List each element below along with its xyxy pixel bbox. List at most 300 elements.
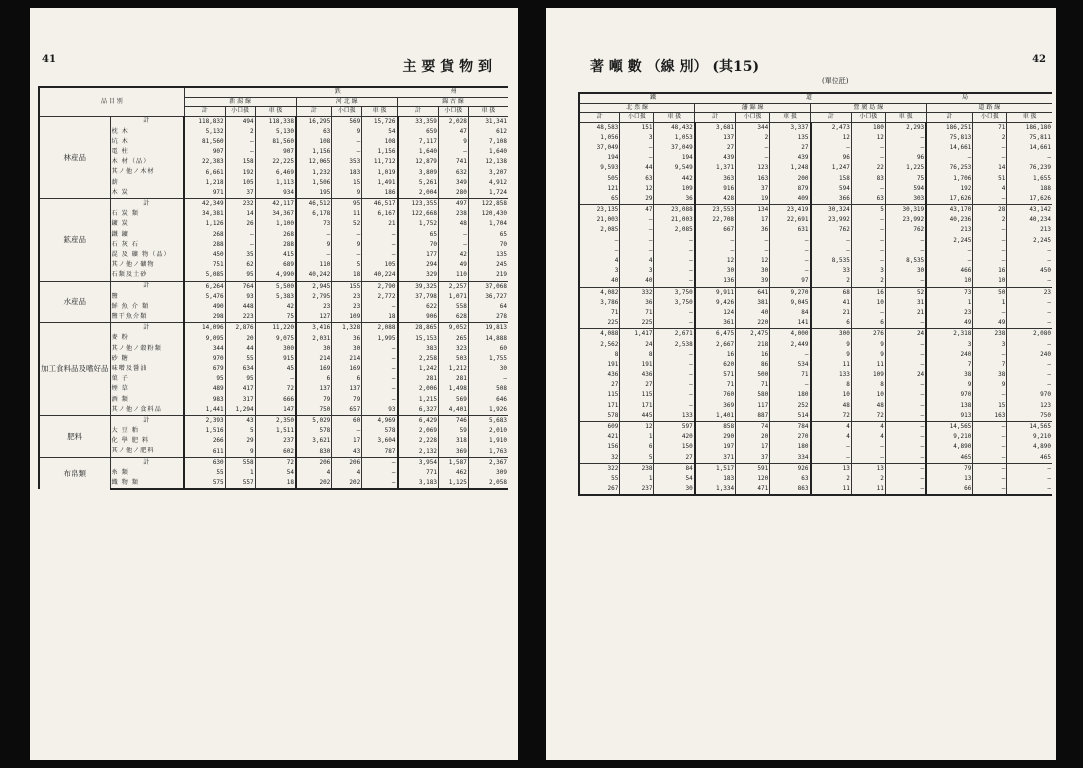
cell-value: 22,708 [695, 215, 736, 225]
cell-value: — [362, 230, 398, 240]
cell-value: 9 [926, 380, 973, 390]
cell-value: 40 [620, 276, 654, 287]
item-label: 其ノ他ノ食料品 [110, 405, 184, 416]
cell-value: 44 [620, 163, 654, 173]
cell-value: 120,430 [468, 209, 508, 219]
cell-value: 95 [225, 270, 255, 281]
cell-value: 12 [736, 256, 770, 266]
cell-value: 156 [579, 442, 620, 452]
cell-value: 37,049 [654, 143, 695, 153]
cell-value: — [654, 370, 695, 380]
cell-value: 200 [770, 173, 811, 183]
cell-value: 2 [736, 133, 770, 143]
cell-value: 9 [811, 339, 852, 349]
cell-value: 1,247 [811, 163, 852, 173]
cell-value: 1,995 [362, 333, 398, 343]
cell-value: 578 [296, 426, 332, 436]
cell-value: 22,225 [255, 157, 296, 167]
cell-value: 5 [851, 205, 885, 216]
cell-value: 14,888 [468, 333, 508, 343]
cell-value: 42,117 [255, 199, 296, 210]
table-row [579, 194, 1052, 205]
cell-value: 4,969 [362, 415, 398, 426]
table-row [39, 116, 508, 127]
cell-value: 746 [438, 415, 468, 426]
cell-value: 2 [973, 215, 1007, 225]
cell-value: 33 [811, 266, 852, 276]
cell-value: — [770, 380, 811, 390]
cell-value: 2,010 [468, 426, 508, 436]
cell-value: 180 [770, 442, 811, 452]
cell-value: 36,727 [468, 292, 508, 302]
cell-value: 1,248 [770, 163, 811, 173]
cell-value: 634 [225, 364, 255, 374]
cell-value: — [695, 236, 736, 246]
table-row [39, 384, 508, 394]
cell-value: 213 [926, 225, 973, 235]
cell-value: 237 [620, 484, 654, 495]
cell-value: 1,706 [926, 173, 973, 183]
cell-value: 1,328 [332, 323, 362, 334]
table-row [579, 329, 1052, 340]
cell-value: 2,085 [654, 225, 695, 235]
cell-value: 27 [770, 143, 811, 153]
line-header: 錦 古 線 [398, 97, 508, 107]
cell-value: 9,270 [770, 287, 811, 298]
cell-value: 9,426 [695, 298, 736, 308]
cell-value: — [332, 250, 362, 260]
table-row [39, 219, 508, 229]
cell-value: 497 [438, 199, 468, 210]
table-row [39, 209, 508, 219]
railway-header-right [579, 93, 1052, 103]
cell-value: 4,000 [770, 329, 811, 340]
cell-value: 133 [654, 411, 695, 422]
table-row [579, 339, 1052, 349]
cell-value: — [885, 442, 926, 452]
road-label: 道 [806, 94, 813, 102]
cell-value: 3,416 [296, 323, 332, 334]
cell-value: 123 [1007, 401, 1052, 411]
cell-value: 1,053 [654, 133, 695, 143]
cell-value: 95 [332, 199, 362, 210]
cell-value: 1,704 [468, 219, 508, 229]
cell-value: 7,117 [398, 137, 439, 147]
line-header: 新 潟 線 [184, 97, 296, 107]
cell-value: 21 [811, 308, 852, 318]
cell-value: 37 [225, 188, 255, 199]
cell-value: 6 [620, 442, 654, 452]
cell-value: — [362, 395, 398, 405]
cell-value: 1 [926, 298, 973, 308]
item-label: 石 炭 類 [110, 209, 184, 219]
cell-value: — [973, 390, 1007, 400]
table-row [579, 484, 1052, 495]
cell-value: 17 [736, 442, 770, 452]
cell-value: 2 [973, 133, 1007, 143]
cell-value: 9,593 [579, 163, 620, 173]
cell-value: — [973, 236, 1007, 246]
cell-value: 15 [332, 178, 362, 188]
cell-value: 409 [770, 194, 811, 205]
cell-value: 14,565 [926, 421, 973, 432]
category-label: 水産品 [39, 281, 110, 323]
cell-value: 30,324 [811, 205, 852, 216]
cell-value: — [362, 468, 398, 478]
cell-value: 12,138 [468, 157, 508, 167]
cell-value: 54 [654, 474, 695, 484]
cell-value: 63 [770, 474, 811, 484]
cell-value: 8 [811, 380, 852, 390]
cell-value: 281 [438, 374, 468, 384]
item-label: 計 [110, 415, 184, 426]
cell-value: 42 [255, 302, 296, 312]
cell-value: 7,108 [468, 137, 508, 147]
cell-value: 10 [973, 276, 1007, 287]
cell-value: — [332, 137, 362, 147]
cell-value: 3,621 [296, 436, 332, 446]
cell-value: 48 [811, 401, 852, 411]
cell-value: — [885, 360, 926, 370]
column-header: 車 扱 [770, 113, 811, 123]
cell-value: 9 [225, 447, 255, 458]
cell-value: 9 [811, 350, 852, 360]
column-header: 小口扱 [736, 113, 770, 123]
cell-value: 13 [851, 463, 885, 474]
cell-value: 3 [579, 266, 620, 276]
cell-value: 37,798 [398, 292, 439, 302]
cell-value: — [362, 250, 398, 260]
cell-value: 194 [654, 153, 695, 163]
cell-value: 2,790 [362, 281, 398, 292]
cell-value: 12,065 [296, 157, 332, 167]
cell-value: 2,795 [296, 292, 332, 302]
cell-value: 202 [296, 478, 332, 489]
cell-value: 508 [468, 384, 508, 394]
cell-value: 597 [654, 421, 695, 432]
cell-value: — [654, 390, 695, 400]
cell-value: — [1007, 318, 1052, 329]
cell-value: 36 [620, 298, 654, 308]
table-row [39, 405, 508, 416]
cell-value: 252 [770, 401, 811, 411]
cell-value: 21,003 [579, 215, 620, 225]
cell-value: 2,393 [184, 415, 225, 426]
cell-value: 916 [695, 184, 736, 194]
cell-value: — [770, 266, 811, 276]
cell-value: 1,910 [468, 436, 508, 446]
cell-value: 39 [736, 276, 770, 287]
cell-value: 381 [736, 298, 770, 308]
cell-value: 334 [770, 453, 811, 464]
cell-value: 49 [926, 318, 973, 329]
cell-value: 30 [695, 266, 736, 276]
table-row [39, 312, 508, 323]
cell-value: 887 [736, 411, 770, 422]
cell-value: 471 [736, 484, 770, 495]
cell-value: — [1007, 298, 1052, 308]
cell-value: — [736, 143, 770, 153]
cell-value: 2,245 [1007, 236, 1052, 246]
cell-value: 136 [695, 276, 736, 287]
table-row [579, 205, 1052, 216]
cell-value: 3 [926, 339, 973, 349]
cell-value: 2,004 [398, 188, 439, 199]
cell-value: 33,359 [398, 116, 439, 127]
cell-value: 1,212 [438, 364, 468, 374]
cell-value: 12 [620, 184, 654, 194]
cell-value: 155 [332, 281, 362, 292]
cell-value: 238 [620, 463, 654, 474]
item-label: 計 [110, 323, 184, 334]
freight-table-right [578, 92, 1052, 496]
cell-value: 24 [885, 329, 926, 340]
item-label: 枕 木 [110, 127, 184, 137]
cell-value: 8 [851, 380, 885, 390]
cell-value: 6 [851, 318, 885, 329]
cell-value: — [885, 236, 926, 246]
cell-value: 48 [851, 401, 885, 411]
table-row [579, 401, 1052, 411]
cell-value: 122,668 [398, 209, 439, 219]
item-label: 砂 糖 [110, 354, 184, 364]
cell-value: 105 [362, 260, 398, 270]
cell-value: 115 [579, 390, 620, 400]
table-row [39, 333, 508, 343]
cell-value: 169 [296, 364, 332, 374]
table-row [39, 260, 508, 270]
cell-value: 641 [736, 287, 770, 298]
cell-value: 2,080 [1007, 329, 1052, 340]
table-row [39, 468, 508, 478]
cell-value: 3,681 [695, 122, 736, 133]
cell-value: 270 [770, 432, 811, 442]
cell-value: 303 [885, 194, 926, 205]
cell-value: 15,153 [398, 333, 439, 343]
cell-value: 76,253 [926, 163, 973, 173]
cell-value: 628 [438, 312, 468, 323]
cell-value: — [332, 147, 362, 157]
column-header: 小口扱 [620, 113, 654, 123]
cell-value: 22 [851, 163, 885, 173]
table-row [39, 292, 508, 302]
cell-value: — [885, 401, 926, 411]
cell-value: 197 [695, 442, 736, 452]
cell-value: 1,498 [438, 384, 468, 394]
cell-value: 558 [438, 302, 468, 312]
cell-value: 12 [851, 133, 885, 143]
cell-value: — [654, 350, 695, 360]
cell-value: 6,264 [184, 281, 225, 292]
cell-value: 2,031 [296, 333, 332, 343]
cell-value: 21 [362, 219, 398, 229]
item-label: 其ノ他ノ肥料 [110, 447, 184, 458]
cell-value: 48,432 [654, 122, 695, 133]
cell-value: — [885, 432, 926, 442]
cell-value: 450 [1007, 266, 1052, 276]
cell-value: 667 [695, 225, 736, 235]
cell-value: — [362, 457, 398, 468]
cell-value: — [296, 250, 332, 260]
cell-value: 1 [620, 432, 654, 442]
table-row [579, 308, 1052, 318]
cell-value: 361 [695, 318, 736, 329]
column-header: 小口扱 [225, 107, 255, 117]
line-header: 道 路 線 [926, 103, 1052, 113]
column-header: 計 [579, 113, 620, 123]
cell-value: 1,215 [398, 395, 439, 405]
cell-value: 4 [620, 256, 654, 266]
railway-header [184, 87, 508, 97]
cell-value: 9,549 [654, 163, 695, 173]
cell-value: 71 [973, 122, 1007, 133]
cell-value: 18 [332, 270, 362, 281]
cell-value: 1,655 [1007, 173, 1052, 183]
cell-value: 448 [225, 302, 255, 312]
cell-value: 1,218 [184, 178, 225, 188]
cell-value: 8,535 [811, 256, 852, 266]
cell-value: 71 [579, 308, 620, 318]
cell-value: 11 [851, 484, 885, 495]
cell-value: — [885, 380, 926, 390]
cell-value: 46,517 [362, 199, 398, 210]
cell-value: 344 [184, 344, 225, 354]
table-row [579, 442, 1052, 452]
cell-value: 4 [579, 256, 620, 266]
cell-value: 48,583 [579, 122, 620, 133]
item-label: 其ノ他ノ穀粉類 [110, 344, 184, 354]
cell-value: — [885, 484, 926, 495]
cell-value: 4,890 [926, 442, 973, 452]
category-label: 肥料 [39, 415, 110, 457]
cell-value: 237 [255, 436, 296, 446]
cell-value: 5,029 [296, 415, 332, 426]
cell-value: 158 [225, 157, 255, 167]
cell-value: 191 [579, 360, 620, 370]
cell-value: 108 [362, 137, 398, 147]
cell-value: 349 [438, 178, 468, 188]
cell-value: 12 [811, 133, 852, 143]
table-row [579, 298, 1052, 308]
table-row [579, 256, 1052, 266]
cell-value: 6,167 [362, 209, 398, 219]
cell-value: 135 [770, 133, 811, 143]
cell-value: 40 [579, 276, 620, 287]
cell-value: — [851, 215, 885, 225]
cell-value: 225 [579, 318, 620, 329]
page-title-left: 主 要 貨 物 到 [402, 59, 492, 75]
table-row [579, 246, 1052, 256]
cell-value: 5 [225, 426, 255, 436]
cell-value: 16 [695, 350, 736, 360]
cell-value: 762 [885, 225, 926, 235]
cell-value: 3 [620, 133, 654, 143]
cell-value: 55 [579, 474, 620, 484]
cell-value: 63 [620, 173, 654, 183]
cell-value: 300 [255, 344, 296, 354]
cell-value: 71 [770, 370, 811, 380]
cell-value: 578 [579, 411, 620, 422]
cell-value: 55 [184, 468, 225, 478]
cell-value: 2,258 [398, 354, 439, 364]
cell-value: 183 [332, 167, 362, 177]
cell-value: 2,473 [811, 122, 852, 133]
cell-value: 38 [973, 370, 1007, 380]
table-row [39, 127, 508, 137]
table-row [39, 199, 508, 210]
cell-value: — [973, 474, 1007, 484]
cell-value: 7 [973, 360, 1007, 370]
cell-value: 29 [225, 436, 255, 446]
cell-value: — [811, 246, 852, 256]
cell-value: — [885, 246, 926, 256]
cell-value: 79 [926, 463, 973, 474]
column-header: 小口扱 [438, 107, 468, 117]
cell-value: 2,367 [468, 457, 508, 468]
cell-value: 290 [695, 432, 736, 442]
item-label: 鑛 炭 [110, 219, 184, 229]
cell-value: 505 [579, 173, 620, 183]
cell-value: 60 [468, 344, 508, 354]
item-label: 菓 子 [110, 374, 184, 384]
cell-value: 332 [620, 287, 654, 298]
cell-value: 760 [695, 390, 736, 400]
table-row [579, 453, 1052, 464]
cell-value: 70 [468, 240, 508, 250]
cell-value: — [736, 246, 770, 256]
cell-value: 37,049 [579, 143, 620, 153]
cell-value: — [851, 225, 885, 235]
cell-value: 371 [695, 453, 736, 464]
item-label: 石 灰 石 [110, 240, 184, 250]
cell-value: 81,560 [184, 137, 225, 147]
cell-value: 762 [811, 225, 852, 235]
cell-value: — [811, 442, 852, 452]
cell-value: 1,071 [438, 292, 468, 302]
cell-value: 75 [255, 312, 296, 323]
cell-value: 24 [885, 370, 926, 380]
cell-value: — [973, 484, 1007, 495]
cell-value: — [973, 432, 1007, 442]
cell-value: — [654, 360, 695, 370]
cell-value: 180 [770, 390, 811, 400]
cell-value: 22,383 [184, 157, 225, 167]
cell-value: 120 [736, 474, 770, 484]
cell-value: 659 [398, 127, 439, 137]
line-header: 北 票 線 [579, 103, 695, 113]
cell-value: 66 [926, 484, 973, 495]
cell-value: 17,626 [926, 194, 973, 205]
cell-value: 232 [225, 199, 255, 210]
cell-value: 2,538 [654, 339, 695, 349]
page-title-right: 著 噸 數 （線 別） (其15) [590, 59, 760, 75]
cell-value: 158 [811, 173, 852, 183]
cell-value: — [362, 364, 398, 374]
cell-value: — [973, 453, 1007, 464]
cell-value: 151 [620, 122, 654, 133]
cell-value: 31 [885, 298, 926, 308]
table-row [39, 415, 508, 426]
cell-value: 45 [255, 364, 296, 374]
item-label: 計 [110, 281, 184, 292]
cell-value: — [851, 246, 885, 256]
cell-value: 329 [398, 270, 439, 281]
cell-value: 37,068 [468, 281, 508, 292]
table-row [39, 157, 508, 167]
cell-value: — [885, 474, 926, 484]
cell-value: 43 [332, 447, 362, 458]
cell-value: 186,180 [1007, 122, 1052, 133]
